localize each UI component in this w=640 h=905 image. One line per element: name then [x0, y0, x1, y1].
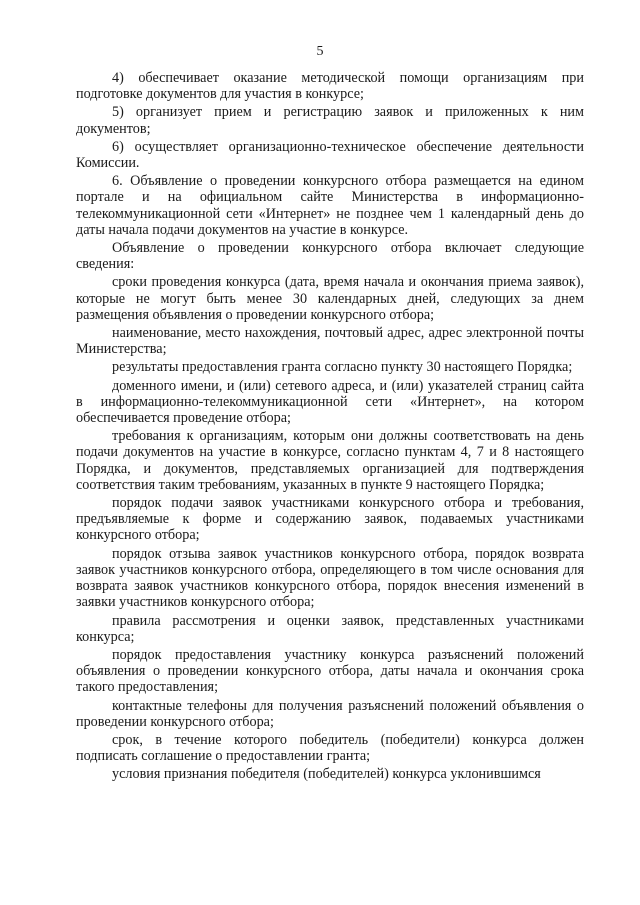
paragraph-contact-phones: контактные телефоны для получения разъяснений положений объявления о проведении конкурсного отбора;	[76, 697, 584, 730]
paragraph-domain-name: доменного имени, и (или) сетевого адреса, и (или) указателей страниц сайта в информационно-телекоммуникационной сети «Интернет», на котором обеспечивается проведение отбора;	[76, 377, 584, 427]
paragraph-announcement-intro: Объявление о проведении конкурсного отбора включает следующие сведения:	[76, 240, 584, 273]
paragraph-item-4: 4) обеспечивает оказание методической помощи организациям при подготовке документов для участия в конкурсе;	[76, 70, 584, 103]
document-body	[76, 70, 584, 785]
paragraph-withdrawal-order: порядок отзыва заявок участников конкурсного отбора, порядок возврата заявок участников конкурсного отбора, определяющего в том числе основания для возврата заявок участников конкурсного отбора, порядок внесения изменений в заявки участников конкурсного отбора;	[76, 545, 584, 611]
paragraph-item-5: 5) организует прием и регистрацию заявок и приложенных к ним документов;	[76, 104, 584, 137]
paragraph-evasion-conditions: условия признания победителя (победителей) конкурса уклонившимся	[112, 766, 541, 783]
paragraph-requirements: требования к организациям, которым они должны соответствовать на день подачи документов на участие в конкурсе, согласно пунктам 4, 7 и 8 настоящего Порядка, и документов, представляемых организацией для подтверждения соответствия таким требованиям, указанных в пункте 9 настоящего Порядка;	[76, 428, 584, 493]
paragraph-ministry-contacts: наименование, место нахождения, почтовый адрес, адрес электронной почты Министерства;	[76, 325, 584, 358]
paragraph-evaluation-rules: правила рассмотрения и оценки заявок, представленных участниками конкурса;	[76, 612, 584, 645]
page-number: 5	[316, 44, 324, 59]
paragraph-submission-order: порядок подачи заявок участниками конкурсного отбора и требования, предъявляемые к форме и содержанию заявок, подаваемых участниками конкурсного отбора;	[76, 495, 584, 544]
paragraph-grant-results: результаты предоставления гранта согласно пункту 30 настоящего Порядка;	[112, 359, 573, 376]
paragraph-clause-6: 6. Объявление о проведении конкурсного отбора размещается на едином портале и на официальном сайте Министерства в информационно-телекоммуникационной сети «Интернет» не позднее чем 1 календарный день до даты начала подачи документов на участие в конкурсе.	[76, 173, 584, 238]
paragraph-item-6: 6) осуществляет организационно-техническое обеспечение деятельности Комиссии.	[76, 138, 584, 172]
paragraph-signing-deadline: срок, в течение которого победитель (победители) конкурса должен подписать соглашение о предоставлении гранта;	[76, 731, 584, 765]
paragraph-clarifications: порядок предоставления участнику конкурса разъяснений положений объявления о проведении конкурсного отбора, даты начала и окончания срока такого предоставления;	[76, 646, 584, 696]
paragraph-deadlines: сроки проведения конкурса (дата, время начала и окончания приема заявок), которые не могут быть менее 30 календарных дней, следующих за днем размещения объявления о проведении конкурсного отбора;	[76, 274, 584, 323]
